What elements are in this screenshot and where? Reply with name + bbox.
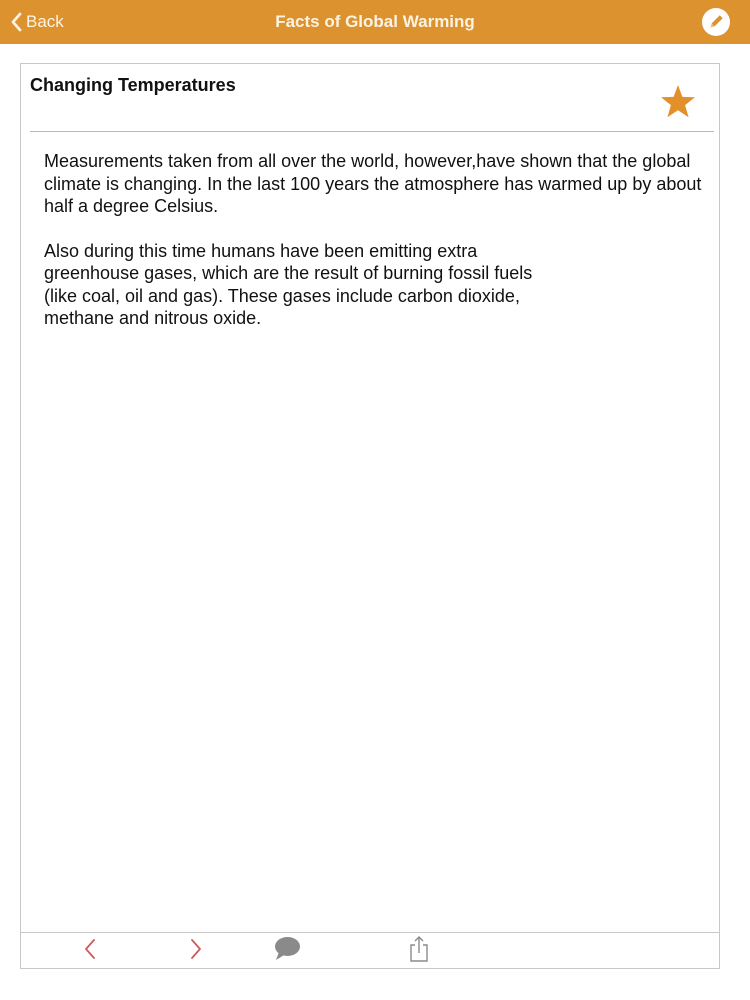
edit-button[interactable] — [701, 7, 731, 37]
previous-button[interactable] — [79, 937, 101, 965]
article-paragraph: Also during this time humans have been emitting extra greenhouse gases, which are the result of burning fossil fuels (like coal, oil and gas). These gases include carbon dioxide, methane and nitrous oxide. — [44, 240, 533, 328]
page-title: Facts of Global Warming — [275, 12, 475, 31]
next-arrow-icon — [189, 938, 203, 965]
bottom-toolbar — [21, 932, 719, 969]
pencil-icon — [701, 24, 731, 41]
comment-bubble-icon — [273, 936, 301, 967]
favorite-button[interactable] — [659, 83, 697, 121]
title-divider — [30, 131, 714, 132]
article-card — [20, 63, 720, 969]
back-label: Back — [26, 12, 64, 31]
article-title: Changing Temperatures — [30, 75, 236, 95]
share-button[interactable] — [407, 937, 431, 965]
next-button[interactable] — [185, 937, 207, 965]
back-button[interactable] — [10, 8, 64, 36]
navigation-bar — [0, 0, 750, 44]
previous-arrow-icon — [83, 938, 97, 965]
article-body — [44, 150, 714, 352]
star-icon — [659, 108, 697, 125]
share-icon — [408, 935, 430, 968]
chevron-left-icon — [10, 12, 22, 32]
article-paragraph: Measurements taken from all over the world, however,have shown that the global climate is changing. In the last 100 years the atmosphere has warmed up by about half a degree Celsius. — [44, 151, 702, 216]
comment-button[interactable] — [272, 937, 302, 965]
